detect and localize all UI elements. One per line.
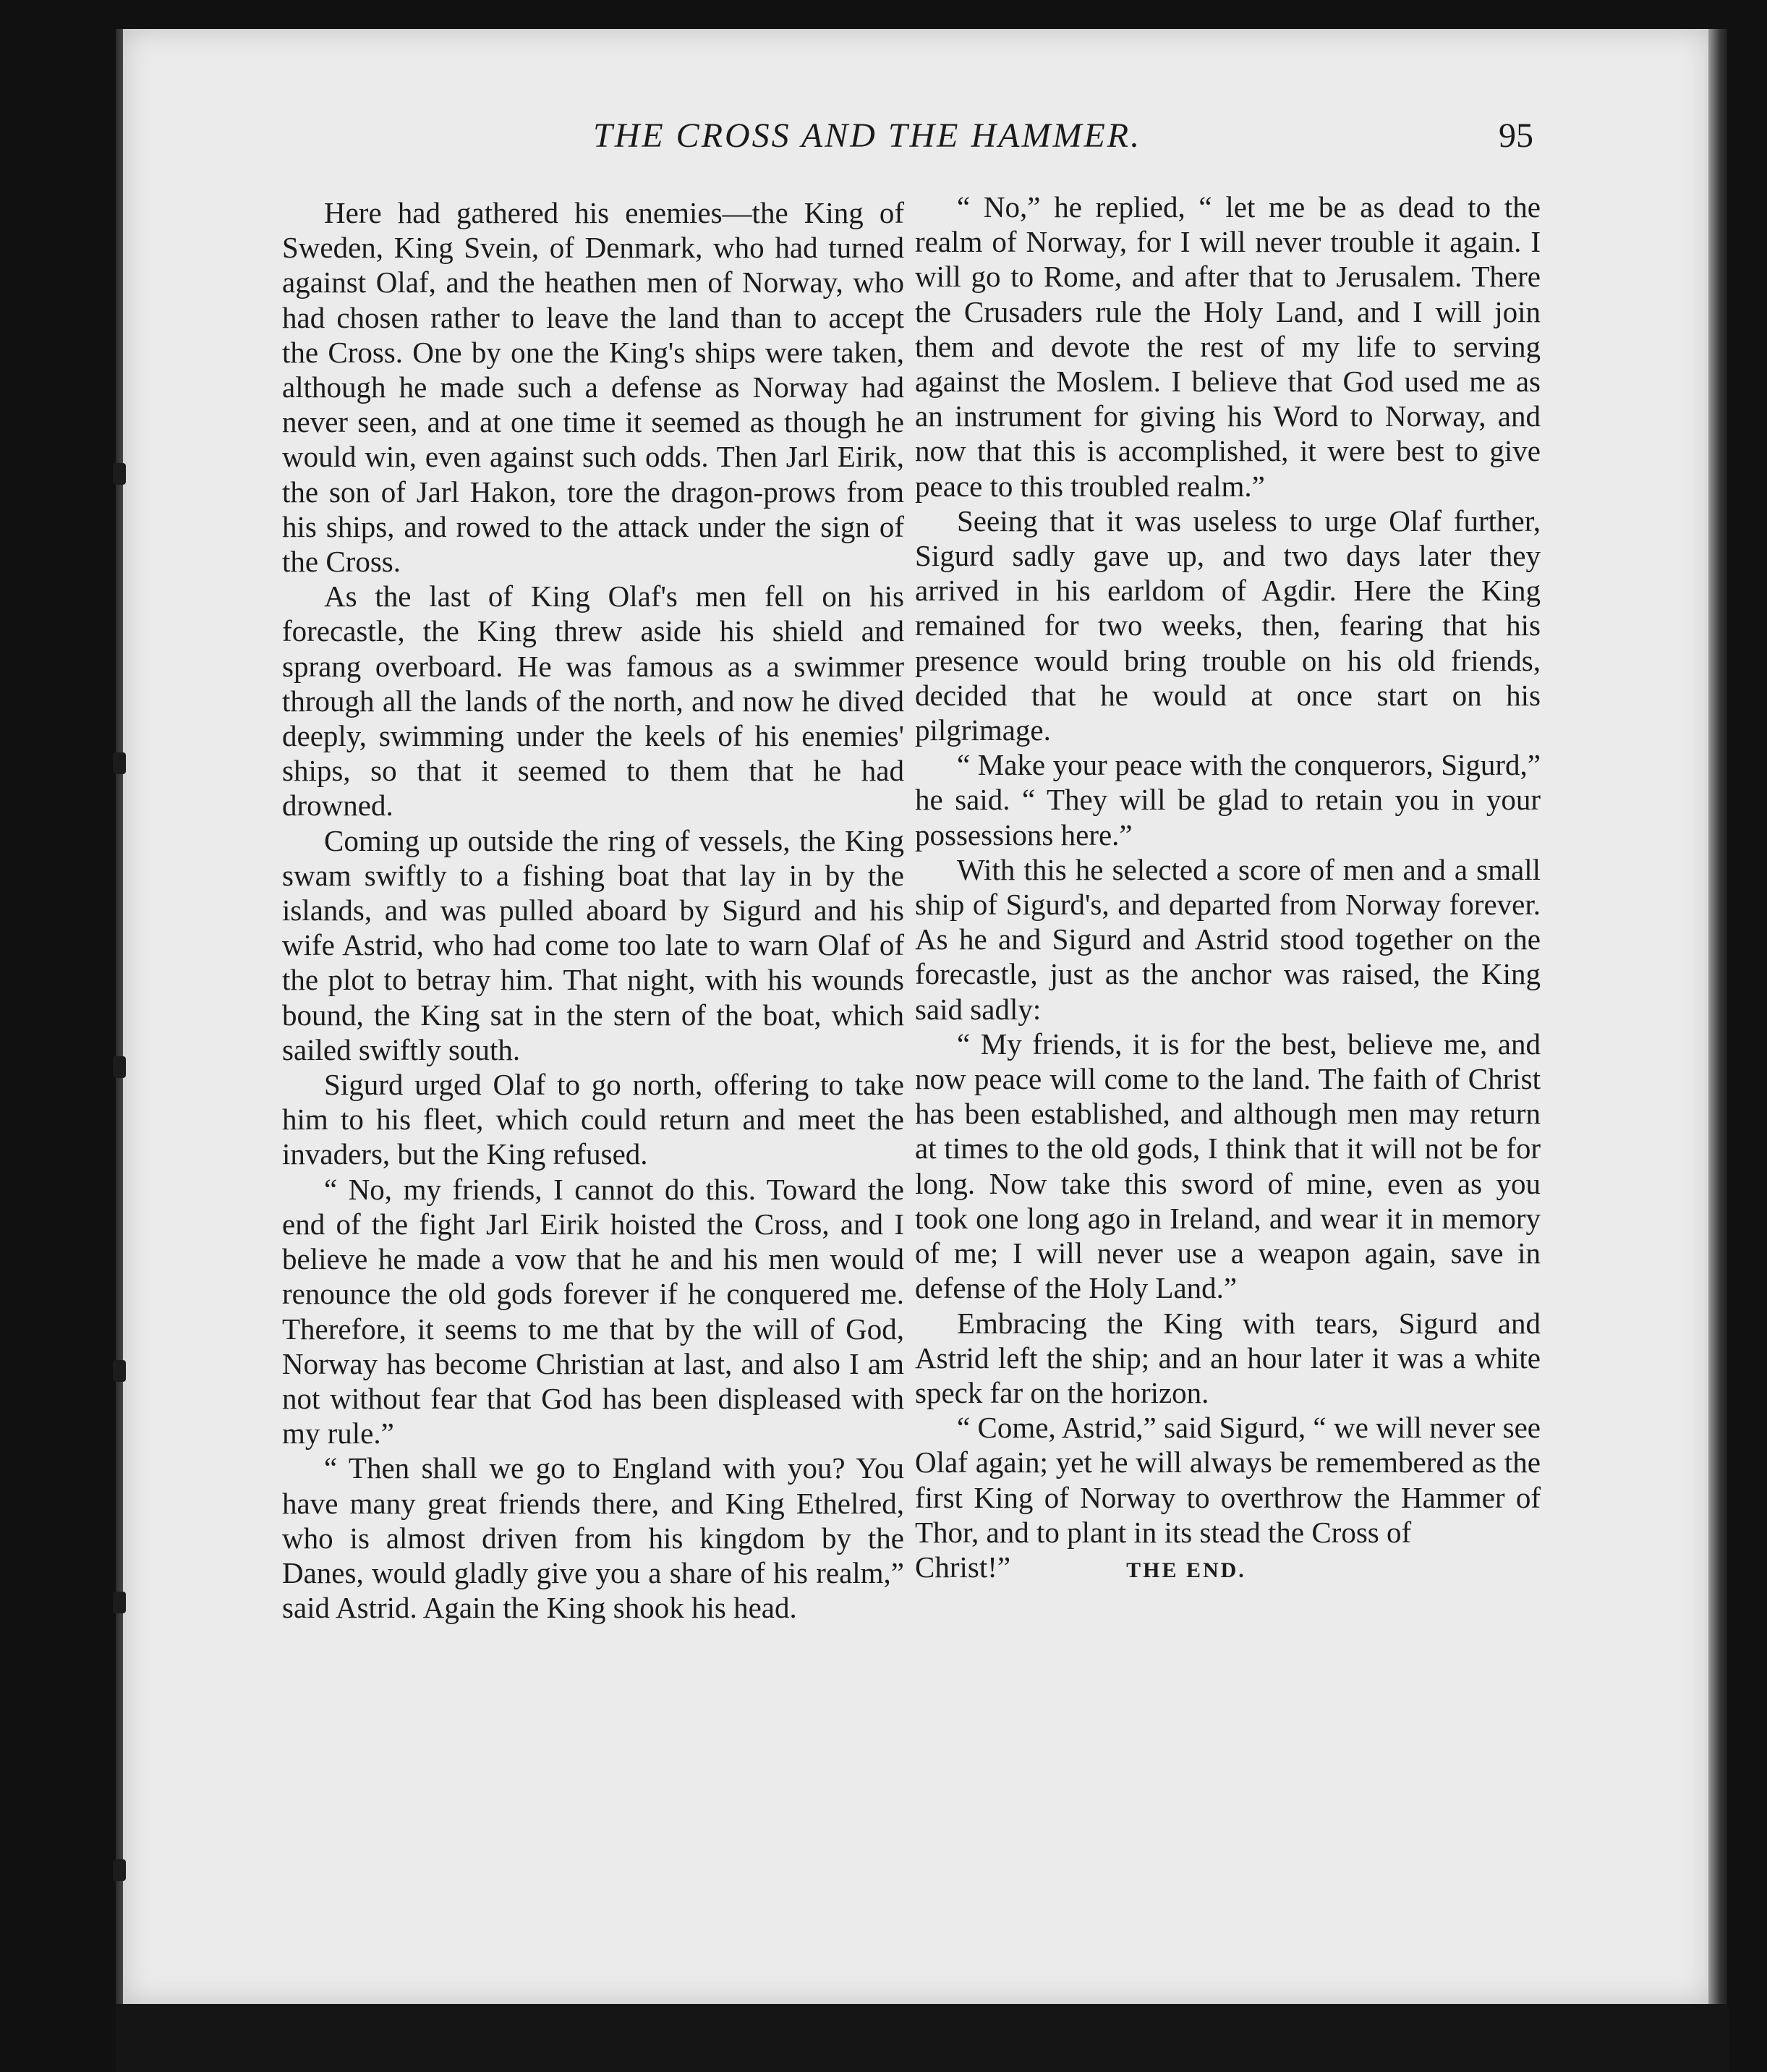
paragraph: “ Then shall we go to England with you? You have many great friends there, and King Ethelred, who is almost driven from his kingdom by the Danes, would gladly give you a share of his realm,” said Astrid. Again the King shook his head. bbox=[282, 1451, 904, 1625]
page-right-edge bbox=[1708, 29, 1727, 2004]
binding-stitch-mark bbox=[113, 752, 126, 774]
final-word: Christ!” bbox=[915, 1550, 1011, 1584]
right-column bbox=[915, 190, 1541, 1588]
left-column bbox=[282, 195, 904, 1625]
the-end-mark: THE END. bbox=[1126, 1558, 1246, 1582]
binding-stitch-mark bbox=[113, 1592, 126, 1613]
page-number: 95 bbox=[1499, 116, 1533, 155]
running-head: THE CROSS AND THE HAMMER. bbox=[593, 116, 1142, 155]
page-bottom-edge bbox=[116, 2004, 1729, 2072]
paragraph: “ Make your peace with the conquerors, Sigurd,” he said. “ They will be glad to retain you in your possessions here.” bbox=[915, 748, 1541, 852]
paragraph: “ No, my friends, I cannot do this. Toward the end of the fight Jarl Eirik hoisted the Cross, and I believe he made a vow that he and his men would renounce the old gods forever if he conquered me. Therefore, it seems to me that by the will of God, Norway has become Christian at last, and also I am not without fear that God has been displeased with my rule.” bbox=[282, 1172, 904, 1451]
binding-stitch-mark bbox=[113, 1859, 126, 1881]
paragraph: Coming up outside the ring of vessels, the King swam swiftly to a fishing boat that lay in by the islands, and was pulled aboard by Sigurd and his wife Astrid, who had come too late to warn Olaf of the plot to betray him. That night, with his wounds bound, the King sat in the stern of the boat, which sailed swiftly south. bbox=[282, 823, 904, 1066]
binding-stitch-mark bbox=[113, 1056, 126, 1078]
paragraph: “ Come, Astrid,” said Sigurd, “ we will never see Olaf again; yet he will always be remembered as the first King of Norway to overthrow the Hammer of Thor, and to plant in its stead the Cross of bbox=[915, 1411, 1541, 1549]
paragraph: As the last of King Olaf's men fell on his forecastle, the King threw aside his shield and sprang overboard. He was famous as a swimmer through all the lands of the north, and now he dived deeply, swimming under the keels of his enemies' ships, so that it seemed to them that he had drowned. bbox=[282, 579, 904, 823]
binding-stitch-mark bbox=[113, 463, 126, 485]
paragraph: “ My friends, it is for the best, believe me, and now peace will come to the land. The faith of Christ has been established, and although men may return at times to the old gods, I think that it will not be for long. Now take this sword of mine, even as you took one long ago in Ireland, and wear it in memory of me; I will never use a weapon again, save in defense of the Holy Land.” bbox=[915, 1027, 1541, 1305]
paragraph: Seeing that it was useless to urge Olaf further, Sigurd sadly gave up, and two days later they arrived in his earldom of Agdir. Here the King remained for two weeks, then, fearing that his presence would bring trouble on his old friends, decided that he would at once start on his pilgrimage. bbox=[915, 504, 1541, 747]
binding-stitch-mark bbox=[113, 1360, 126, 1382]
paragraph: Sigurd urged Olaf to go north, offering to take him to his fleet, which could return and meet the invaders, but the King refused. bbox=[282, 1068, 904, 1171]
paragraph: Here had gathered his enemies—the King of Sweden, King Svein, of Denmark, who had turned against Olaf, and the heathen men of Norway, who had chosen rather to leave the land than to accept the Cross. One by one the King's ships were taken, although he made such a defense as Norway had never seen, and at one time it seemed as though he would win, even against such odds. Then Jarl Eirik, the son of Jarl Hakon, tore the dragon-prows from his ships, and rowed to the attack under the sign of the Cross. bbox=[282, 196, 904, 579]
paragraph: Embracing the King with tears, Sigurd and Astrid left the ship; and an hour later it was a white speck far on the horizon. bbox=[915, 1306, 1541, 1409]
closing-line bbox=[915, 1550, 1541, 1588]
paragraph: “ No,” he replied, “ let me be as dead to the realm of Norway, for I will never trouble it again. I will go to Rome, and after that to Jerusalem. There the Crusaders rule the Holy Land, and I will join them and devote the rest of my life to serving against the Moslem. I believe that God used me as an instrument for giving his Word to Norway, and now that this is accomplished, it were best to give peace to this troubled realm.” bbox=[915, 190, 1541, 503]
paragraph: With this he selected a score of men and a small ship of Sigurd's, and departed from Norway forever. As he and Sigurd and Astrid stood together on the forecastle, just as the anchor was raised, the King said sadly: bbox=[915, 852, 1541, 1026]
